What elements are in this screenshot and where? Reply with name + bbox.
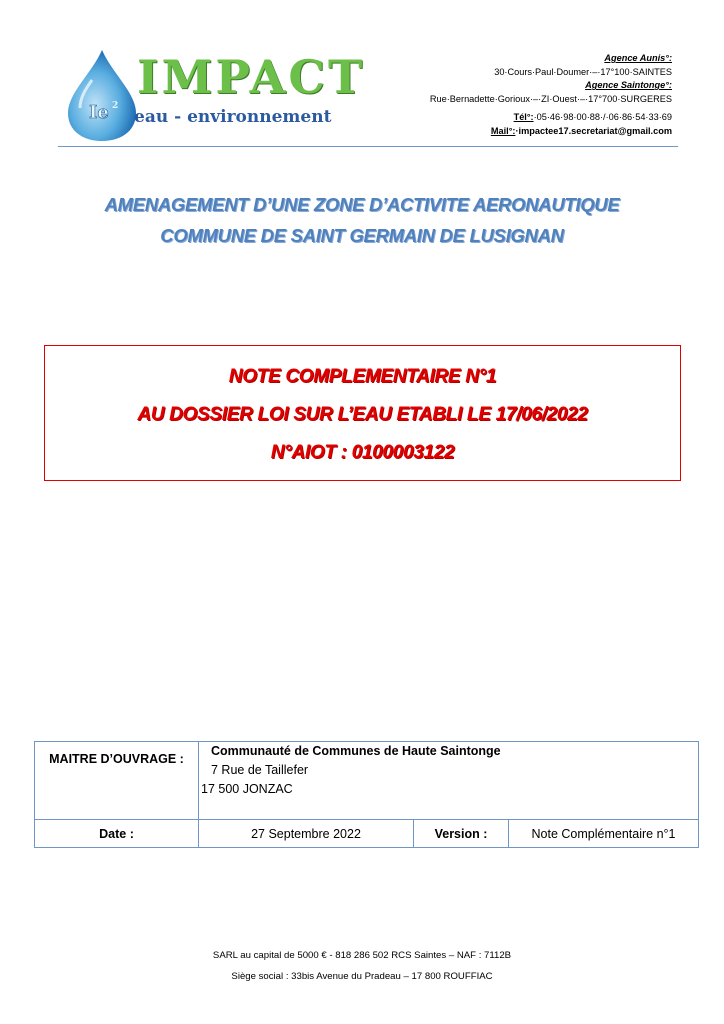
- footer-company-info: SARL au capital de 5000 € - 818 286 502 RCS Saintes – NAF : 7112B: [212, 950, 512, 961]
- table-row: [35, 820, 699, 848]
- agency-aunis-address: 30·Cours·Paul·Doumer·–·17°100·SAINTES: [494, 66, 672, 77]
- agency-aunis-title: Agence Aunis°:: [604, 53, 672, 63]
- logo-badge: Ie: [89, 102, 109, 123]
- note-subtitle: AU DOSSIER LOI SUR L’EAU ETABLI LE 17/06/2022: [137, 404, 588, 425]
- mail-value[interactable]: ·impactee17.secretariat@gmail.com: [515, 125, 672, 136]
- project-title-line2: COMMUNE DE SAINT GERMAIN DE LUSIGNAN: [160, 225, 564, 246]
- date-value: 27 Septembre 2022: [199, 820, 414, 848]
- note-title: NOTE COMPLEMENTAIRE N°1: [228, 366, 497, 387]
- agency-contact-block: [430, 52, 672, 139]
- phone-label: Tél°:: [513, 112, 534, 123]
- logo-badge-sup: 2: [112, 101, 119, 111]
- footer-address: Siège social : 33bis Avenue du Pradeau – 17 800 ROUFFIAC: [231, 971, 493, 982]
- info-table: [34, 741, 699, 848]
- header-divider: [58, 146, 678, 147]
- mail-label: Mail°:: [490, 125, 516, 136]
- company-logo: [62, 48, 366, 143]
- mail-line: [430, 125, 672, 139]
- owner-details: [199, 742, 699, 820]
- note-box: [44, 345, 681, 481]
- owner-name: Communauté de Communes de Haute Saintonge: [211, 744, 501, 758]
- owner-street: 7 Rue de Taillefer: [211, 763, 309, 777]
- version-label: Version :: [414, 820, 509, 848]
- project-title-line1: AMENAGEMENT D’UNE ZONE D’ACTIVITE AERONAUTIQUE: [104, 194, 620, 215]
- table-row: [35, 742, 699, 820]
- water-drop-icon: [62, 48, 142, 143]
- agency-saintonge-title: Agence Saintonge°:: [585, 80, 672, 91]
- logo-name: IMPACT: [137, 50, 366, 104]
- version-value: Note Complémentaire n°1: [509, 820, 699, 848]
- owner-city: 17 500 JONZAC: [201, 782, 293, 796]
- phone-value: ·05·46·98·00·88·/·06·86·54·33·69: [533, 112, 672, 123]
- logo-tagline: eau - environnement: [134, 107, 332, 127]
- date-label: Date :: [35, 820, 199, 848]
- phone-line: [430, 111, 672, 125]
- agency-saintonge-address: Rue·Bernadette·Gorioux·–·ZI·Ouest·–·17°700·SURGERES: [429, 93, 672, 104]
- note-aiot-number: N°AIOT : 0100003122: [270, 442, 455, 463]
- owner-label: MAITRE D’OUVRAGE :: [35, 742, 199, 820]
